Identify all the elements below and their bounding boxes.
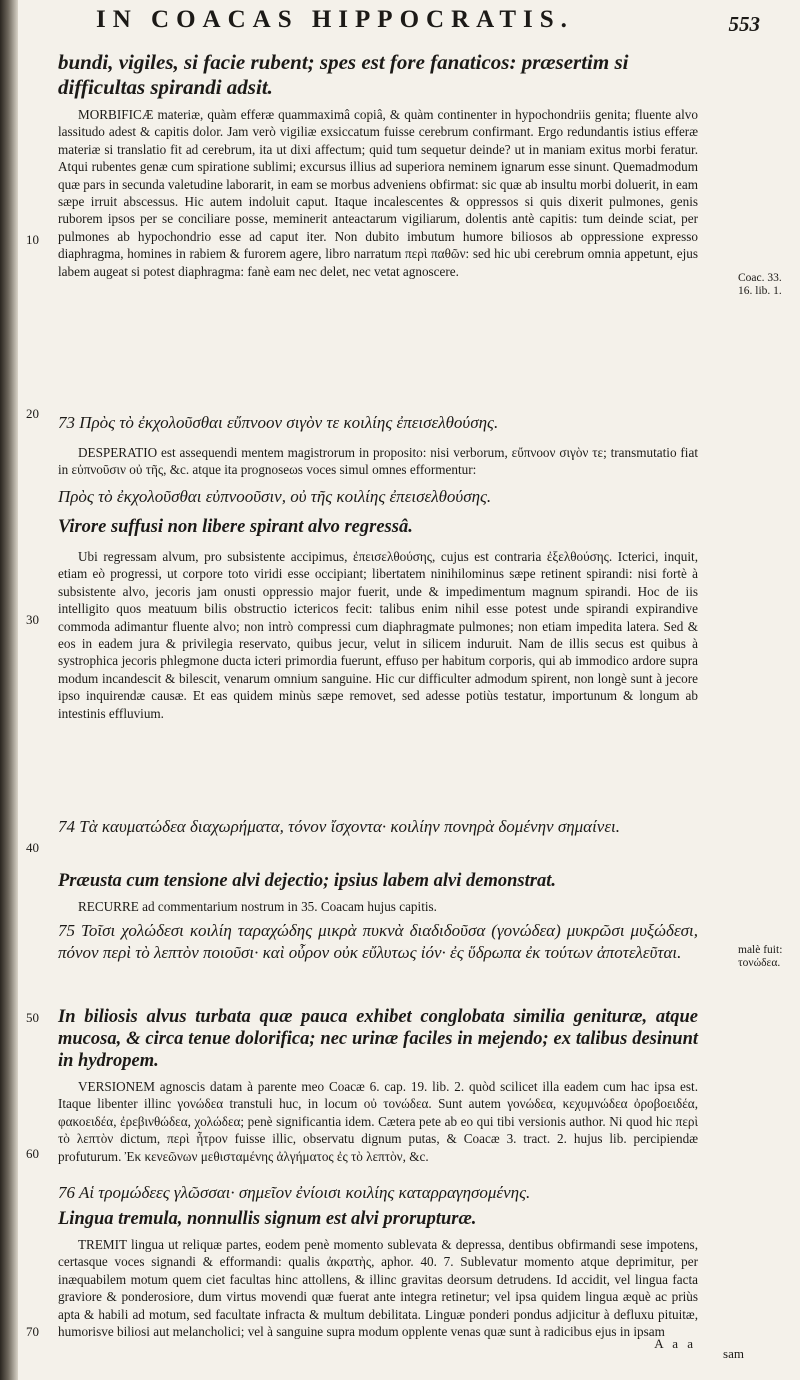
commentary-72 [58, 106, 698, 280]
lemma-73-latin [58, 516, 698, 538]
aphorism-73 [58, 412, 698, 434]
line-number: 70 [26, 1324, 39, 1339]
line-number: 60 [26, 1146, 39, 1161]
latin-lemma: Lingua tremula, nonnullis signum est alvi prorupturæ. [58, 1209, 477, 1229]
commentary-73a [58, 444, 698, 479]
line-number: 40 [26, 840, 39, 855]
commentary-paragraph: DESPERATIO est assequendi mentem magistrorum in proposito: nisi verborum, εὔπνοον σιγὸν τε; transmutatio fiat in εὐπνοῦσιν οὐ τῆς, &c. atque ita prognoseωs voces simul omnes efformentur: [58, 445, 698, 478]
margin-note-male-fuit: malè fuit: τονώδεα. [738, 944, 783, 969]
greek-lemma: 73 Πρὸς τὸ ἐκχολοῦσθαι εὔπνοον σιγὸν τε κοιλίης ἐπεισελθούσης. [58, 413, 499, 432]
lemma-tail [58, 50, 698, 100]
commentary-76 [58, 1236, 698, 1340]
line-number: 30 [26, 612, 39, 627]
aphorism-73-emended [58, 486, 698, 508]
book-spine-shadow [0, 0, 18, 1380]
line-number: 10 [26, 232, 39, 247]
commentary-73b [58, 548, 698, 722]
catchword: sam [723, 1346, 744, 1361]
commentary-paragraph: TREMIT lingua ut reliquæ partes, eodem penè momento sublevata & depressa, dentibus obfirmandi sese impotens, certasque voces signandi & efformandi: qualis ἀκρατὴς, aphor. 40. 7. Sublevatur momento atque deprimitur, per inæquabilem motum quem ciet facultas hinc attollens, & illinc gravitas deorsum detrudens. Id accidit, vel lingua facta graviore & ponderosiore, dum virtus movendi quæ fuerat ante integra retinetur; vel ipsa quidem lingua æquè ac priùs apta & habili ad motum, sed facultate infracta & multum debilitata. Linguæ ponderi pondus adjicitur à defluxu pituitæ, humorisve biliosi aut melancholici; vel à sanguine supra modum opplente venas quæ sunt à radicibus ejus in ipsam [58, 1237, 698, 1340]
lemma-76-latin [58, 1208, 698, 1230]
aphorism-75 [58, 920, 698, 964]
greek-lemma: 76 Αἱ τρομώδεες γλῶσσαι· σημεῖον ἐνίοισι κοιλίης καταρραγησομένης. [58, 1183, 531, 1202]
latin-lemma: Præusta cum tensione alvi dejectio; ipsius labem alvi demonstrat. [58, 871, 556, 891]
commentary-75 [58, 1078, 698, 1165]
signature-mark: A a a [654, 1336, 696, 1351]
margin-note-coac: Coac. 33. 16. lib. 1. [738, 272, 782, 297]
latin-lemma: Virore suffusi non libere spirant alvo regressâ. [58, 517, 413, 537]
page-number: 553 [728, 12, 760, 36]
greek-lemma: 75 Τοῖσι χολώδεσι κοιλίη ταραχώδης μικρὰ πυκνὰ διαδιδοῦσα (γονώδεα) μυκρῶσι μυξώδεσι, πόνον περὶ τὸ λεπτὸν ποιοῦσι· καὶ οὖρον οὐκ εὔλυτως ἰόν· ἐς ὕδρωπα ἐκ τούτων ἀποτελεῦται. [58, 921, 698, 962]
lemma-latin-continuation: bundi, vigiles, si facie rubent; spes est fore fanaticos: præsertim si difficultas spirandi adsit. [58, 50, 629, 99]
running-head: IN COACAS HIPPOCRATIS. [96, 6, 574, 33]
page-header [96, 6, 760, 46]
line-number: 20 [26, 406, 39, 421]
commentary-paragraph: MORBIFICÆ materiæ, quàm efferæ quammaximâ copiâ, & quàm continenter in hypochondriis genita; fluente alvo lassitudo adest & capitis dolor. Jam verò vigiliæ exsiccatum fuisse cerebrum confirmant. Ergo redundantis istius efferæ materiæ si translatio fit ad cerebrum, ita ut dixi affectum; quid tum sequetur deinde? ut in maniam exitus morbi feratur. Atqui rubentes genæ cum spiratione sublimi; excursus illius ad superiora neminem ignarum esse sinunt. Quemadmodum quæ pars in secunda valetudine laborarit, in eam se morbus adveniens obfirmat: sic quæ ab insultu morbi doluerit, in eam sæpe irruit abscessus. Hic autem indoluit caput. Itaque incalescentes & oppressos si quis dixerit pulmones, genis ruborem ipsos per se conciliare posse, meminerit anteactarum vigiliarum, dolentis antè capitis: tum deinde sciat, per pulmones ab hypochondrio esse ad caput iter. Non dubito imbutum humore biliosos ab oppressione expresso diaphragma, homines in rabiem & furorem agere, libro narratum περὶ παθῶν: sed hic ubi cerebrum omnia appetunt, ejus labem augeat si potest diaphragma: fanè eam nec delet, nec vetat agnoscere. [58, 107, 698, 279]
greek-lemma: 74 Τὰ καυματώδεα διαχωρήματα, τόνον ἴσχοντα· κοιλίην πονηρὰ δομένην σημαίνει. [58, 817, 621, 836]
commentary-74 [58, 898, 698, 915]
latin-lemma: In biliosis alvus turbata quæ pauca exhibet conglobata similia genituræ, atque mucosa, & circa tenue dolorifica; nec urinæ faciles in mejendo; ex talibus desinunt in hydropem. [58, 1007, 698, 1071]
lemma-75-latin [58, 1006, 698, 1072]
greek-lemma: Πρὸς τὸ ἐκχολοῦσθαι εὐπνοοῦσιν, οὐ τῆς κοιλίης ἐπεισελθούσης. [58, 487, 492, 506]
lemma-74-latin [58, 870, 698, 892]
aphorism-74 [58, 816, 698, 838]
commentary-paragraph: VERSIONEM agnoscis datam à parente meo Coacæ 6. cap. 19. lib. 2. quòd scilicet illa eadem cum hac ipsa est. Itaque libenter illinc γονώδεα transtuli huc, in locum οὐ τονώδεα. Sunt autem γονώδεα, κεχυμνώδεα ὀροβοειδέα, φακοειδέα, ἐρεβινθώδεα, χολώδεα; penè significantia idem. Cætera pete ab eo qui tibi versionis author. Ni quod hic περὶ τὸ λεπτὸν dictum, περὶ ἦτρον fuisse illic, observatu dignum putas, & Coacæ 3. tract. 2. hujus lib. percipiendæ profuturum. Ἐκ κενεῶνων μεθισταμένης ἀλγήματος ἐς τὸ λεπτὸν, &c. [58, 1079, 698, 1164]
aphorism-76 [58, 1182, 698, 1204]
commentary-paragraph: RECURRE ad commentarium nostrum in 35. Coacam hujus capitis. [78, 899, 437, 914]
line-number: 50 [26, 1010, 39, 1025]
commentary-paragraph: Ubi regressam alvum, pro subsistente accipimus, ἐπεισελθούσης, cujus est contraria ἐξελθούσης. Icterici, inquit, etiam eò progressi, ut corpore toto viridi esse occipiant; libertatem ninihilominus sæpe retinent spirandi: nisi fortè à subsistente alvo, jecoris jam onusti oppressio major fuerit, unde & impedimentum magnum spirandi. Hoc de iis intelligito quos meatuum bilis obstructio ictericos fecit: talibus enim nihil esse potest unde spirandi expirandive commoda adimantur fluente alvo; non intrò compressi cum diaphragmate pulmones; non etiam impedita latera. Sed & eos in eadem jura & privilegia reservato, quibus jecur, velut in silicem induruit. Nam de illis secus est quibus à systrophica jecoris phlegmone ducta icteri primordia fuerunt, effuso per habitum corporis, qui ab immodico ardore supra modum incandescit & bilescit, venarum omnium sanguine. Hic cur difficulter admodum spirent, non longè sunt à jecore ipso inquirendæ causæ. Et eas quidem minùs sæpe removet, sed adesse potiùs testatur, importunum & longum ab intestinis effluvium. [58, 549, 698, 721]
